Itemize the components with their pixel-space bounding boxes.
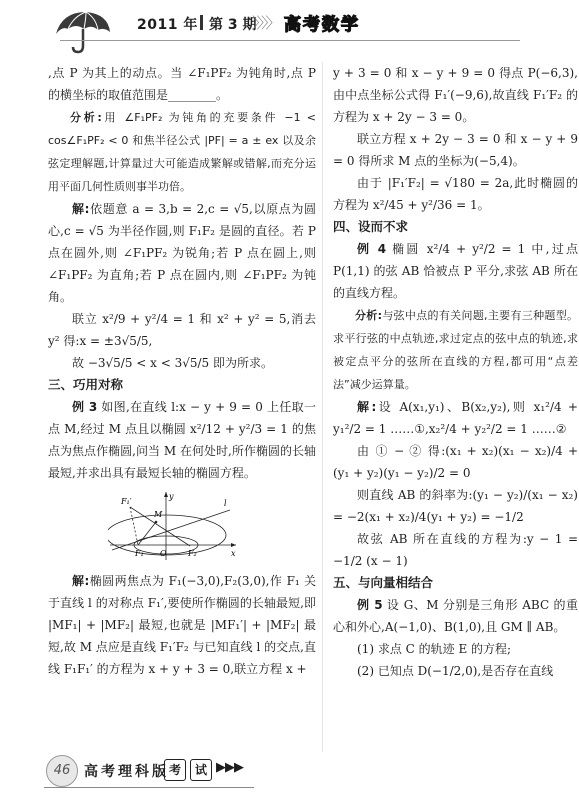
label-m: M	[154, 510, 163, 519]
solution-text: 依题意 a = 3,b = 2,c = √5,以原点为圆心,c = √5 为半径作圆,则 F₁F₂ 是圆的直径。若 P 点在圆外,则 ∠F₁PF₂ 为锐角;若 P 点在圆上,则 ∠F₁PF₂ 为直角;若 P 点在圆内,则 ∠F₁PF₂ 为钝角。	[48, 202, 316, 304]
page-header	[0, 0, 579, 56]
analysis-4-label: 分析:	[355, 309, 383, 322]
footer-title: 高考理科版	[84, 764, 169, 780]
header-arrows: 〉〉〉〉	[252, 14, 278, 32]
solution-3-text: 椭圆两焦点为 F₁(−3,0),F₂(3,0),作 F₁ 关于直线 l 的对称点 F₁′,要使所作椭圆的长轴最短,即 |MF₁| + |MF₂| 最短,也就是 |MF₁′| + |MF₂| 最短,故 M 点应是直线 F₁′F₂ 与已知直线 l 的交点,直线 F₁F₁′ 的方程为 x + y + 3 = 0,联立方程 x +	[48, 574, 316, 676]
magazine-title: 高考数学	[284, 15, 360, 35]
solution-conclusion: 故 −3√5/5 < x < 3√5/5 即为所求。	[72, 356, 274, 370]
solution-4-subtract: 由 ① − ② 得:(x₁ + x₂)(x₁ − x₂)/4 + (y₁ + y₂)(y₁ − y₂)/2 = 0	[333, 444, 578, 480]
problem-text: ,点 P 为其上的动点。当 ∠F₁PF₂ 为钝角时,点 P 的横坐标的取值范围是________。	[48, 66, 316, 102]
example-3	[48, 396, 316, 484]
solution-paragraph	[48, 198, 316, 308]
section-heading-4: 四、设而不求	[333, 219, 409, 234]
section-heading-5: 五、与向量相结合	[333, 575, 434, 590]
example-5-label: 例 5	[357, 598, 383, 612]
label-o: O	[160, 549, 167, 558]
example-3-text: 如图,在直线 l:x − y + 9 = 0 上任取一点 M,经过 M 点且以椭圆 x²/12 + y²/3 = 1 的焦点为焦点作椭圆,问当 M 在何处时,所作椭圆的长轴最短,并求出具有最短长轴的椭圆方程。	[48, 400, 316, 480]
label-f1: F₁	[135, 549, 144, 558]
analysis-4-paragraph	[333, 304, 578, 396]
solution-3-point-m: 联立方程 x + 2y − 3 = 0 和 x − y + 9 = 0 得所求 M 点的坐标为(−5,4)。	[333, 132, 578, 168]
header-issue: 第 3 期	[209, 17, 257, 33]
solution-3-label: 解:	[72, 574, 90, 588]
footer-rule	[44, 787, 254, 788]
umbrella-logo	[52, 8, 112, 54]
example-5	[333, 594, 578, 638]
solution-3-continued: y + 3 = 0 和 x − y + 9 = 0 得点 P(−6,3),由中点坐标公式得 F₁′(−9,6),故直线 F₁′F₂ 的方程为 x + 2y − 3 = 0。	[333, 66, 578, 124]
label-l: l	[224, 499, 227, 508]
footer-arrows: ▶▶▶	[216, 760, 243, 775]
label-y: y	[169, 492, 174, 501]
solution-4-text: 设 A(x₁,y₁)、B(x₂,y₂),则 x₁²/4 + y₁²/2 = 1 ……①,x₂²/4 + y₂²/2 = 1 ……②	[333, 400, 578, 436]
solution-4-line: 故弦 AB 所在直线的方程为:y − 1 = −1/2 (x − 1)	[333, 532, 578, 568]
example-4-text: 椭圆 x²/4 + y²/2 = 1 中,过点 P(1,1) 的弦 AB 恰被点 P 平分,求弦 AB 所在的直线方程。	[333, 242, 578, 300]
label-f2: F₂	[188, 549, 197, 558]
column-divider	[322, 62, 323, 752]
analysis-label: 分析:	[70, 111, 102, 124]
solution-4-slope: 则直线 AB 的斜率为:(y₁ − y₂)/(x₁ − x₂) = −2(x₁ + x₂)/4(y₁ + y₂) = −1/2	[333, 488, 578, 524]
solution-4-paragraph	[333, 396, 578, 440]
section-heading-3: 三、巧用对称	[48, 377, 124, 392]
example-5-text: 设 G、M 分别是三角形 ABC 的重心和外心,A(−1,0)、B(1,0),且 GM ∥ AB。	[333, 598, 578, 634]
example-5-question-1: (1) 求点 C 的轨迹 E 的方程;	[357, 642, 512, 656]
page-footer	[0, 745, 579, 800]
label-x: x	[231, 549, 236, 558]
footer-box-shi: 试	[190, 759, 212, 781]
example-4	[333, 238, 578, 304]
header-separator	[200, 15, 203, 30]
header-rule	[60, 40, 520, 41]
ellipse-figure	[108, 490, 238, 562]
example-5-question-2: (2) 已知点 D(−1/2,0),是否存在直线	[357, 664, 554, 678]
solution-step: 联立 x²/9 + y²/4 = 1 和 x² + y² = 5,消去 y² 得:x = ±3√5/5,	[48, 312, 316, 348]
header-year: 2011 年	[137, 17, 198, 33]
right-column	[333, 62, 578, 682]
analysis-4-text: 与弦中点的有关问题,主要有三种题型。求平行弦的中点轨迹,求过定点的弦中点的轨迹,求被定点平分的弦所在直线的方程,都可用“点差法”减少运算量。	[333, 309, 578, 391]
solution-label: 解:	[72, 202, 90, 216]
left-column	[48, 62, 316, 680]
label-f1-prime: F₁′	[121, 497, 132, 506]
analysis-paragraph	[48, 106, 316, 198]
page-number: 46	[46, 755, 78, 787]
example-4-label: 例 4	[357, 242, 387, 256]
solution-3-ellipse: 由于 |F₁′F₂| = √180 = 2a,此时椭圆的方程为 x²/45 + y²/36 = 1。	[333, 176, 578, 212]
solution-4-label: 解:	[357, 400, 377, 414]
solution-3-paragraph	[48, 570, 316, 680]
example-3-label: 例 3	[72, 400, 98, 414]
analysis-text: 用 ∠F₁PF₂ 为钝角的充要条件 −1 < cos∠F₁PF₂ < 0 和焦半径公式 |PF| = a ± ex 以及余弦定理解题,计算量过大可能造成繁解或错解,而充分运用平面几何性质则事半功倍。	[48, 111, 317, 193]
footer-box-kao: 考	[164, 759, 186, 781]
